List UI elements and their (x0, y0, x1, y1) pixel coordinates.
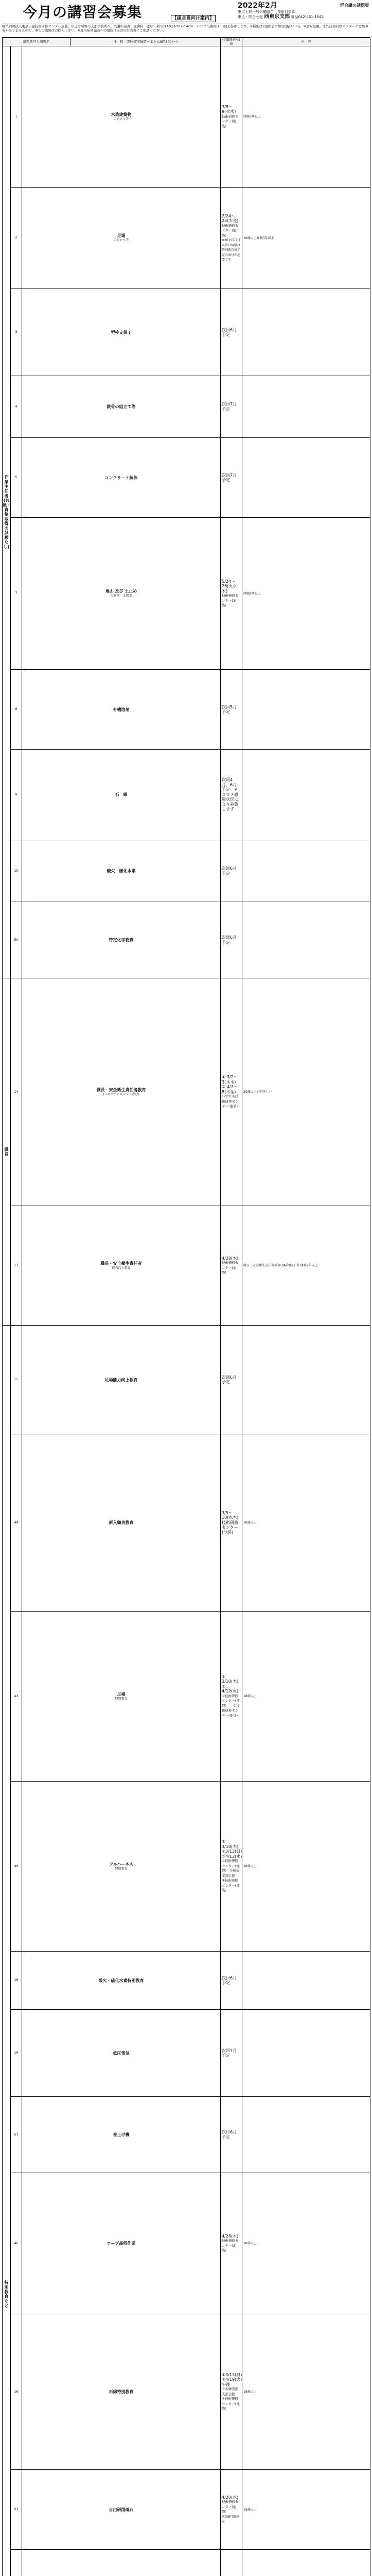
table-row (3, 1434, 370, 1612)
schedule-text: 次回5月予定 (222, 705, 241, 715)
category-cell: 特別教育など (3, 1326, 11, 2576)
course-number: 19 (11, 2010, 22, 2097)
table-row (3, 2314, 370, 2470)
course-name-sub: (リスクアセスメント含む) (23, 1092, 219, 1097)
table-row (3, 902, 370, 978)
course-name (22, 376, 221, 438)
course-name (22, 2173, 221, 2314)
schedule-text: 次回6月予定 (222, 328, 241, 337)
course-table (2, 38, 370, 2576)
qualification-cell: 20歳以上が相応しい (242, 978, 370, 1206)
course-name-text: フルハーネス (109, 1862, 133, 1867)
schedule-text: 4/28(木) (222, 2234, 241, 2239)
course-name-text: 新入職者教育 (109, 1520, 134, 1525)
table-row (3, 1952, 370, 2010)
course-name (22, 2010, 221, 2097)
course-number: 50 (11, 902, 22, 978)
schedule-cell (221, 2314, 242, 2470)
qualification-cell (242, 289, 370, 376)
qualification-cell: 18歳以上 (242, 2173, 370, 2314)
course-name-text: 低圧電気 (113, 2051, 130, 2056)
title-tag: 【組合員向け案内】 (171, 15, 216, 22)
qualification-cell: 経験3年以上 (242, 46, 370, 188)
course-name (22, 438, 221, 518)
course-name-text: 木造建築物 (111, 112, 132, 117)
table-row (3, 1206, 370, 1326)
course-number: 10 (11, 840, 22, 902)
course-name-sub: の組立て等 (23, 117, 219, 122)
table-row (3, 2173, 370, 2314)
schedule-location: 技術研修センター(池袋) (222, 594, 241, 608)
course-name-text: 自由研削砥石 (109, 2507, 134, 2512)
course-number: 1 (11, 46, 22, 188)
col-header-qualification: 受講資格/対象 (221, 38, 242, 46)
course-number: 49 (11, 1782, 22, 1952)
course-number: 14 (11, 978, 22, 1206)
schedule-note: ※2015年7月以降の経験は特別教育修了証の添付が必要です (222, 238, 241, 263)
table-row (3, 518, 370, 670)
course-name (22, 1612, 221, 1782)
schedule-text: 2/24～25(木金) (222, 214, 241, 224)
course-name-text: 鉄骨の組立て等 (107, 404, 136, 409)
schedule-cell (221, 2010, 242, 2097)
schedule-cell (221, 438, 242, 518)
schedule-text: 次回6月予定 (222, 1375, 241, 1385)
course-name-text: 足場能力向上教育 (105, 1378, 138, 1382)
schedule-text: 3/9～10(水木) 技術研修センター(池袋) (222, 1511, 241, 1535)
qualification-cell: 18歳以上 (242, 1434, 370, 1612)
intro-text: 職業訓練法人東京土建技術研修センター主催。申込は所属の支部事務所へ。受講申請書・受講料・認印・顔写真1枚(3cm×2.4cm・パソコン講習は不要)を持参します。※種別は2週間前に締切(後は不可)。※運転経験。また技術研修センターには駐車場がありませんので、車での出席はお控え下さい。※運用研修施設への連絡は支部の担当者にご相談ください。 (2, 24, 370, 38)
phone: 電話042-461-1045 (291, 15, 324, 19)
qualification-cell (242, 1952, 370, 2010)
course-number: 16 (11, 2314, 22, 2470)
header (2, 2, 370, 24)
course-name (22, 2550, 221, 2576)
qualification-cell (242, 2550, 370, 2576)
course-name-text: 職長・安全衛生責任者 (101, 1261, 142, 1266)
table-row (3, 2010, 370, 2097)
course-name (22, 670, 221, 750)
course-number: 46 (11, 2173, 22, 2314)
schedule-text: 次回7月予定 (222, 473, 241, 483)
course-name-sub: 特別教育 (23, 1697, 219, 1701)
schedule-text: 5/24～26(火水木) (222, 579, 241, 594)
schedule-text: 4/28(木) (222, 1256, 241, 1261)
page (2, 2, 370, 2576)
schedule-cell (221, 1612, 242, 1782)
table-row (3, 750, 370, 840)
schedule-location: ①多摩西部支部会館 ②技術研修センター(池袋) (222, 2387, 241, 2412)
qualification-cell (242, 376, 370, 438)
schedule-cell (221, 376, 242, 438)
schedule-text: 次回6月予定 (222, 2130, 241, 2140)
qualification-cell (242, 1326, 370, 1434)
table-row (3, 46, 370, 188)
schedule-text: 次回7月予定 (222, 402, 241, 412)
table-row (3, 2470, 370, 2550)
course-name (22, 2470, 221, 2550)
course-number: 15 (11, 1326, 22, 1434)
schedule-cell (221, 188, 242, 289)
course-name-text: 有機溶剤 (113, 707, 130, 712)
schedule-text: 次回6月予定 (222, 866, 241, 876)
schedule-text: 3/8～9(火水) (222, 105, 241, 114)
course-name-text: ロープ高所作業 (107, 2241, 136, 2246)
table-row (3, 2550, 370, 2576)
col-header-course: 講習番号と講習名 (3, 38, 70, 46)
course-number: 5 (11, 438, 22, 518)
qualification-cell: 18歳以上経験3年以上 (242, 188, 370, 289)
course-name-text: 石綿特別教育 (109, 2389, 134, 2394)
course-name-sub: 能力向上教育 (23, 1266, 219, 1270)
header-info (236, 2, 370, 24)
qualification-cell (242, 670, 370, 750)
schedule-text: 次回6月予定 (222, 935, 241, 945)
schedule-cell (221, 2097, 242, 2173)
schedule-location: ①技術研修センター(池袋) ②技術研修センター(池袋) (222, 1694, 241, 1719)
schedule-cell (221, 750, 242, 840)
course-number: 3 (11, 289, 22, 376)
schedule-cell (221, 840, 242, 902)
qualification-cell: 18歳以上 (242, 2470, 370, 2550)
schedule-location: いずれも技術研修センター(池袋) (222, 1094, 241, 1109)
course-name (22, 978, 221, 1206)
schedule-cell (221, 518, 242, 670)
table-row (3, 1326, 370, 1434)
schedule-cell (221, 902, 242, 978)
qualification-cell: 職長・安全衛生責任者教育(RA含)修了者 経験7年以上 (242, 1206, 370, 1326)
schedule-text: 4/20(水) (222, 2495, 241, 2500)
schedule-cell (221, 46, 242, 188)
course-number: 16 (11, 1952, 22, 2010)
qualification-cell (242, 2097, 370, 2173)
course-name-text: 足場 (117, 233, 126, 238)
table-row (3, 670, 370, 750)
col-header-content: 内 容 (242, 38, 370, 46)
contact-label: 申込・問合せ先 (238, 15, 263, 19)
course-number: 21 (11, 2470, 22, 2550)
schedule-cell (221, 2173, 242, 2314)
schedule-text: ① 3/10(木) ② 4/12(火) (222, 1674, 241, 1694)
course-name-text: 酸欠・硫化水素特別教育 (99, 1978, 144, 1983)
schedule-cell (221, 1782, 242, 1952)
page-title-text: 今月の講習会募集 (23, 4, 142, 21)
course-body (3, 46, 370, 2576)
course-name-text: 足場 (117, 1692, 126, 1697)
schedule-cell (221, 978, 242, 1206)
schedule-cell (221, 1206, 242, 1326)
category-cell: 職長 (3, 978, 11, 1326)
course-number (11, 2550, 22, 2576)
course-name (22, 2097, 221, 2173)
topic: 群合議の話題版 (340, 3, 369, 8)
course-name-sub: の組立て等 (23, 238, 219, 243)
qualification-cell (242, 840, 370, 902)
course-name (22, 1326, 221, 1434)
qualification-cell: 18歳以上 (242, 1782, 370, 1952)
course-name-text: 地山 及び 土止め (105, 589, 137, 594)
schedule-location: 技術研修センター(池袋) (222, 224, 241, 239)
schedule-location: ①技術研修センター(池袋) ②板橋支部会館 ③技術研修センター(池袋) (222, 1859, 241, 1893)
qualification-cell (242, 902, 370, 978)
schedule-location: 技術研修センター(池袋) (222, 114, 241, 129)
schedule-location: 技術研修センター(池袋) (222, 2239, 241, 2253)
table-row (3, 188, 370, 289)
course-name (22, 46, 221, 188)
table-row (3, 438, 370, 518)
schedule-cell (221, 670, 242, 750)
table-row (3, 1782, 370, 1952)
table-row (3, 1612, 370, 1782)
table-row (3, 2097, 370, 2173)
course-name-text: 巻上げ機 (113, 2132, 130, 2137)
course-name-text: 石 綿 (115, 792, 128, 797)
qualification-cell: 経験3年以上 (242, 518, 370, 670)
qualification-cell (242, 750, 370, 840)
schedule-text: ①3/13(日) ②4/19(火)午後 (222, 2372, 241, 2387)
course-name-text: 特定化学物質 (109, 938, 134, 942)
course-name-sub: 特別教育 (23, 1867, 219, 1871)
table-header (3, 38, 370, 46)
course-number: 44 (11, 1434, 22, 1612)
schedule-cell (221, 2470, 242, 2550)
course-name (22, 518, 221, 670)
qualification-cell: 18歳以上 (242, 1612, 370, 1782)
schedule-note: 次回6月頃予定 (222, 2515, 241, 2524)
category-cell: 作業主任者(共通・資格取得の試験なし) (3, 46, 11, 978)
schedule-text: ① 3/10(木) ②3/13(日) ③4/13(水) (222, 1839, 241, 1859)
table-row (3, 376, 370, 438)
table-row (3, 840, 370, 902)
schedule-cell (221, 1434, 242, 1612)
year-month: 2022年2月 (238, 2, 370, 10)
qualification-cell: 18歳以上 (242, 2314, 370, 2470)
table-row (3, 978, 370, 1206)
qualification-cell (242, 438, 370, 518)
course-name-text: 酸欠・硫化水素 (107, 869, 136, 873)
schedule-cell (221, 2550, 242, 2576)
course-name-text: 型枠支保工 (111, 330, 132, 335)
schedule-text: 次回6月予定 (222, 1976, 241, 1986)
table-row (3, 289, 370, 376)
schedule-location: 技術研修センター(池袋) (222, 1261, 241, 1276)
course-number: 7 (11, 518, 22, 670)
branch: 西東京支部 (264, 14, 290, 20)
course-name (22, 902, 221, 978)
schedule-cell (221, 1326, 242, 1434)
course-name (22, 1782, 221, 1952)
course-name (22, 289, 221, 376)
course-number: 17 (11, 1206, 22, 1326)
course-name (22, 2314, 221, 2470)
course-number: 57 (11, 2097, 22, 2173)
schedule-location: 技術研修センター(池袋) (222, 2500, 241, 2515)
course-name (22, 188, 221, 289)
course-number: 2 (11, 188, 22, 289)
course-name-text: 職長・安全衛生責任者教育 (97, 1088, 146, 1092)
course-number: 4 (11, 376, 22, 438)
org: 東京土建一般労働組合 技術対策部 (238, 10, 370, 14)
course-name (22, 1206, 221, 1326)
schedule-cell (221, 289, 242, 376)
course-number: 9 (11, 750, 22, 840)
course-name-sub: の掘削 支保工 (23, 594, 219, 598)
schedule-cell (221, 1952, 242, 2010)
course-number: 43 (11, 1612, 22, 1782)
course-name (22, 840, 221, 902)
course-number: 8 (11, 670, 22, 750)
qualification-cell (242, 2010, 370, 2097)
course-name (22, 1952, 221, 2010)
course-name-text: コンクリート解体 (105, 476, 138, 480)
schedule-text: 次回4月、6月予定 ※コロナ感染状況により募集します (222, 777, 241, 812)
schedule-text: ① 3/2～3(水木) ② 4/7～8(木金) (222, 1075, 241, 1094)
course-name (22, 750, 221, 840)
schedule-text: 次回7月予定 (222, 2048, 241, 2058)
col-header-schedule: 日 程 (開始時刻9時～または8時30分～) (70, 38, 221, 46)
page-title (2, 2, 236, 24)
course-name (22, 1434, 221, 1612)
